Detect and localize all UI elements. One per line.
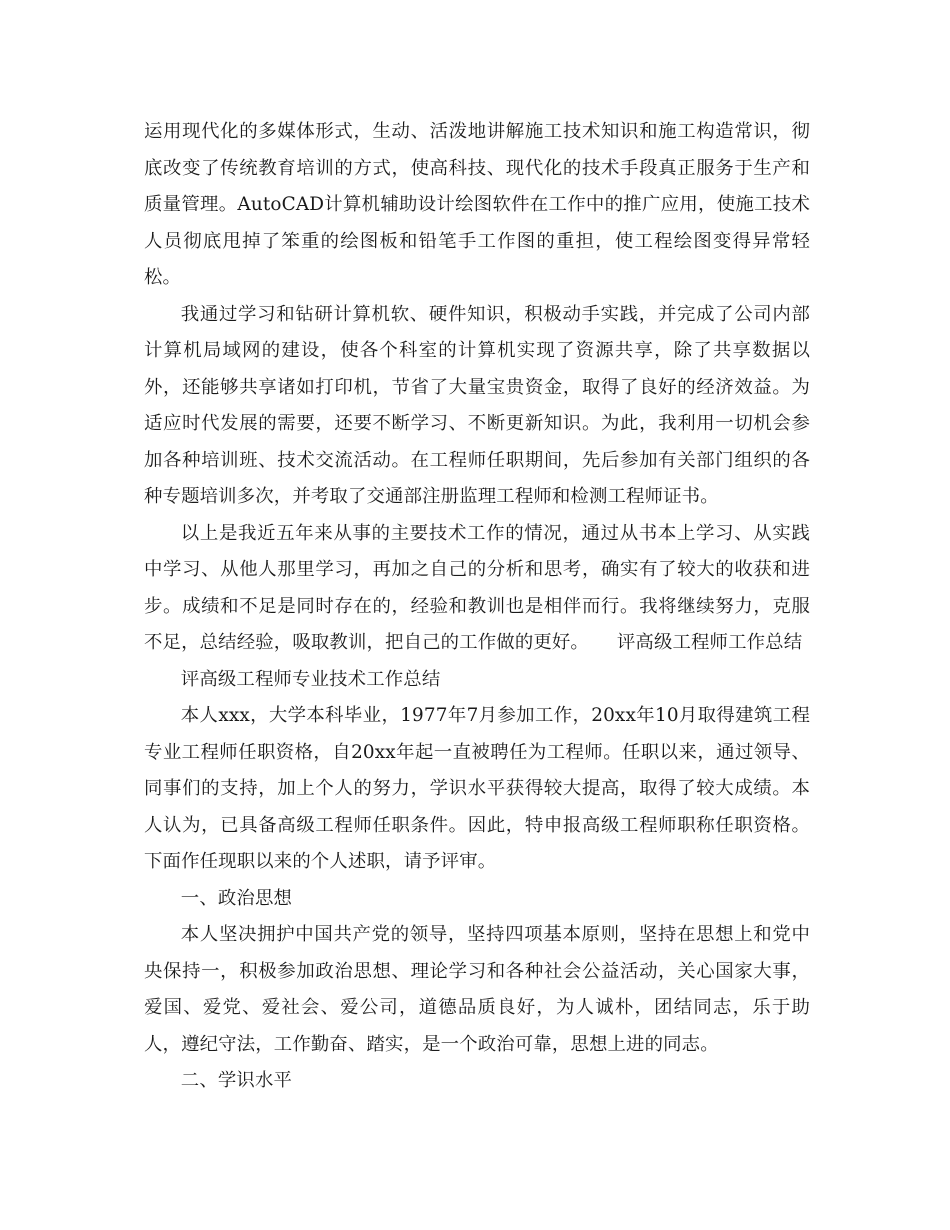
document-body [144,114,810,1100]
paragraph-computer-network: 我通过学习和钻研计算机软、硬件知识，积极动手实践，并完成了公司内部计算机局域网的建设，使各个科室的计算机实现了资源共享，除了共享数据以外，还能够共享诸如打印机，节省了大量宝贵资金，取得了良好的经济效益。为适应时代发展的需要，还要不断学习、不断更新知识。为此，我利用一切机会参加各种培训班、技术交流活动。在工程师任职期间，先后参加有关部门组织的各种专题培训多次，并考取了交通部注册监理工程师和检测工程师证书。 [144,303,810,507]
heading-political-thought: 一、政治思想 [180,887,293,909]
section-title: 评高级工程师专业技术工作总结 [180,668,441,690]
paragraph-multimedia-training: 运用现代化的多媒体形式，生动、活泼地讲解施工技术知识和施工构造常识，彻底改变了传统教育培训的方式，使高科技、现代化的技术手段真正服务于生产和质量管理。AutoCAD计算机辅助设计绘图软件在工作中的推广应用，使施工技术人员彻底甩掉了笨重的绘图板和铅笔手工作图的重担，使工程绘图变得异常轻松。 [144,121,810,288]
paragraph-personal-intro: 本人xxx，大学本科毕业，1977年7月参加工作，20xx年10月取得建筑工程专业工程师任职资格，自20xx年起一直被聘任为工程师。任职以来，通过领导、同事们的支持，加上个人的努力，学识水平获得较大提高，取得了较大成绩。本人认为，已具备高级工程师任职条件。因此，特申报高级工程师职称任职资格。下面作任现职以来的个人述职，请予评审。 [144,705,810,872]
paragraph-five-year-summary: 以上是我近五年来从事的主要技术工作的情况，通过从书本上学习、从实践中学习、从他人那里学习，再加之自己的分析和思考，确实有了较大的收获和进步。成绩和不足是同时存在的，经验和教训也是相伴而行。我将继续努力，克服不足，总结经验，吸取教训，把自己的工作做的更好。 评高级工程师工作总结 [144,522,810,653]
paragraph-political-thought: 本人坚决拥护中国共产党的领导，坚持四项基本原则，坚持在思想上和党中央保持一，积极参加政治思想、理论学习和各种社会公益活动，关心国家大事，爱国、爱党、爱社会、爱公司，道德品质良好，为人诚朴，团结同志，乐于助人，遵纪守法，工作勤奋、踏实，是一个政治可靠，思想上进的同志。 [144,924,810,1055]
heading-academic-level: 二、学识水平 [180,1070,293,1091]
